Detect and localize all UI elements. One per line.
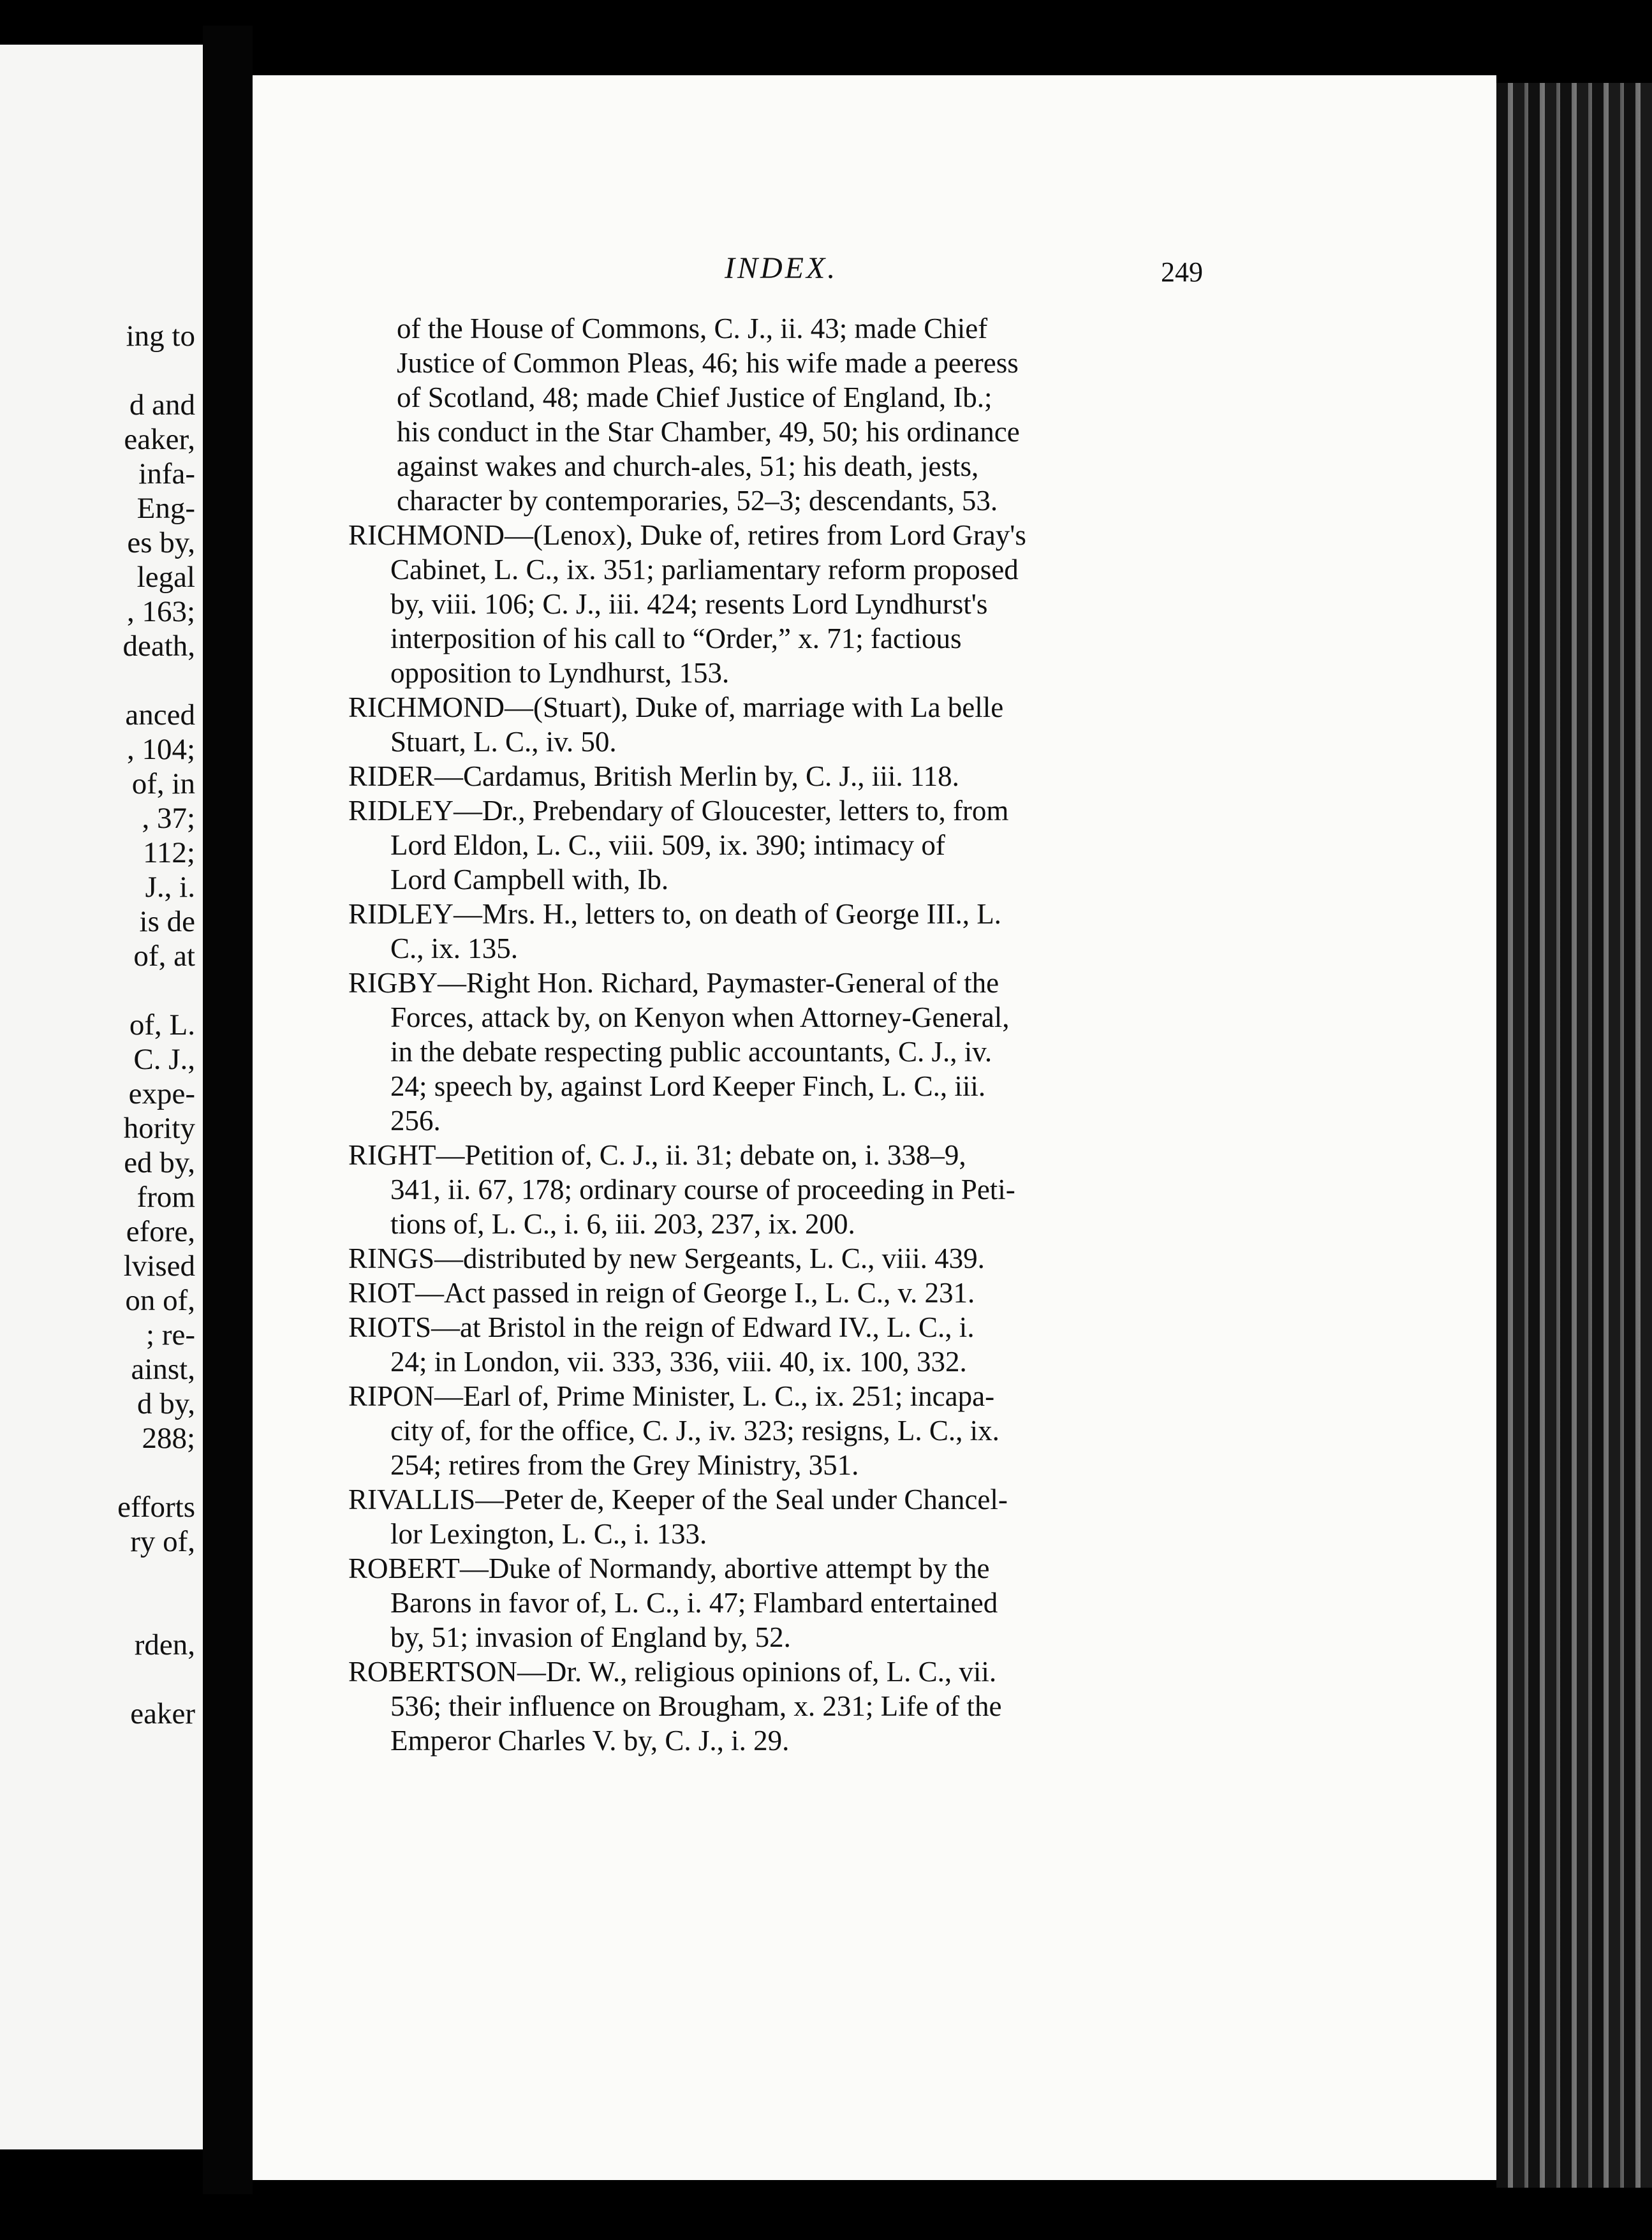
index-entry-line: interposition of his call to “Order,” x. 71; factious [390, 623, 962, 654]
index-entries [348, 311, 1484, 1758]
index-entry-heading-line: RIOT—Act passed in reign of George I., L. C., v. 231. [348, 1277, 975, 1309]
left-page-fragment [4, 1593, 195, 1628]
left-page-fragment: , 37; [142, 802, 195, 835]
index-entry-heading-line: RIVALLIS—Peter de, Keeper of the Seal under Chancel- [348, 1484, 1008, 1515]
left-page-fragment: ainst, [131, 1353, 195, 1386]
index-entry-line: opposition to Lyndhurst, 153. [390, 657, 730, 689]
index-entry-heading-line: RIOTS—at Bristol in the reign of Edward IV., L. C., i. [348, 1311, 975, 1343]
left-page-fragment: eaker [130, 1697, 195, 1730]
index-entry-heading-line: RICHMOND—(Lenox), Duke of, retires from Lord Gray's [348, 519, 1026, 551]
index-entry-heading-line: RINGS—distributed by new Sergeants, L. C., viii. 439. [348, 1242, 985, 1274]
left-page-fragment: expe- [128, 1077, 195, 1110]
index-entry-line: Lord Campbell with, Ib. [390, 864, 669, 895]
left-page-fragment: on of, [125, 1284, 195, 1317]
left-page-fragment: lvised [123, 1249, 195, 1283]
left-page-fragment: J., i. [145, 871, 195, 904]
index-entry-line: against wakes and church-ales, 51; his death, jests, [397, 450, 979, 482]
index-entry-line: 24; speech by, against Lord Keeper Finch, L. C., iii. [390, 1070, 986, 1102]
left-page-fragment: d by, [137, 1387, 195, 1420]
index-page [253, 75, 1496, 2180]
index-entry-heading-line: RIDER—Cardamus, British Merlin by, C. J., iii. 118. [348, 760, 959, 792]
left-page-fragment: ed by, [124, 1146, 195, 1179]
left-page-fragment: hority [123, 1112, 195, 1145]
index-entry-heading-line: ROBERTSON—Dr. W., religious opinions of, L. C., vii. [348, 1656, 997, 1688]
left-page-fragment: efforts [117, 1491, 195, 1524]
index-entry-line: Cabinet, L. C., ix. 351; parliamentary reform proposed [390, 554, 1019, 586]
left-page-fragment: anced [125, 698, 195, 732]
left-page-fragment: , 104; [126, 733, 195, 766]
page-edges [1496, 83, 1652, 2188]
index-entry-line: city of, for the office, C. J., iv. 323; resigns, L. C., ix. [390, 1415, 999, 1447]
index-entry-line: Forces, attack by, on Kenyon when Attorney-General, [390, 1001, 1010, 1033]
index-entry-line: C., ix. 135. [390, 932, 519, 964]
left-page-fragment: infa- [138, 457, 195, 490]
left-page-fragment: rden, [134, 1628, 195, 1662]
index-entry-line: 341, ii. 67, 178; ordinary course of proceeding in Peti- [390, 1174, 1015, 1205]
left-page-fragment: ; re- [146, 1318, 195, 1352]
left-page-fragment: Eng- [136, 492, 195, 525]
left-page-fragment: ing to [126, 320, 195, 353]
left-page-fragment [4, 663, 195, 698]
left-page-fragment: C. J., [133, 1043, 195, 1076]
left-page-fragment: efore, [126, 1215, 195, 1248]
index-entry-heading-line: RIDLEY—Dr., Prebendary of Gloucester, letters to, from [348, 795, 1009, 827]
index-entry-line: Emperor Charles V. by, C. J., i. 29. [390, 1725, 790, 1757]
page-number: 249 [1161, 256, 1203, 288]
running-title: INDEX. [725, 251, 838, 285]
index-entry-heading-line: RIGHT—Petition of, C. J., ii. 31; debate on, i. 338–9, [348, 1139, 966, 1171]
index-entry-line: 254; retires from the Grey Ministry, 351. [390, 1449, 859, 1481]
left-page-fragment: eaker, [124, 423, 195, 456]
left-page-fragment: is de [139, 905, 195, 938]
left-page-fragment: 288; [142, 1422, 195, 1455]
index-entry-line: his conduct in the Star Chamber, 49, 50; his ordinance [397, 416, 1020, 448]
left-page-fragment: ry of, [130, 1525, 195, 1558]
left-page-fragment: death, [122, 630, 195, 663]
left-page-fragment [4, 1455, 195, 1490]
index-entry-line: Barons in favor of, L. C., i. 47; Flambard entertained [390, 1587, 998, 1619]
left-page-text-fragments [4, 319, 195, 1731]
left-page-fragment: d and [129, 388, 195, 422]
index-entry-heading-line: RICHMOND—(Stuart), Duke of, marriage with La belle [348, 691, 1004, 723]
left-page-fragment: legal [136, 561, 195, 594]
left-page-fragment: of, L. [129, 1008, 195, 1042]
index-entry-heading-line: ROBERT—Duke of Normandy, abortive attempt by the [348, 1552, 990, 1584]
left-page-fragment [4, 353, 195, 388]
index-entry-line: tions of, L. C., i. 6, iii. 203, 237, ix. 200. [390, 1208, 855, 1240]
left-page-fragment: , 163; [126, 595, 195, 628]
left-page-fragment [4, 1662, 195, 1697]
page-header [253, 251, 1496, 302]
index-entry-line: 256. [390, 1105, 441, 1137]
index-entry-line: Justice of Common Pleas, 46; his wife made a peeress [397, 347, 1019, 379]
left-page-fragment [4, 1559, 195, 1593]
index-entry-heading-line: RIPON—Earl of, Prime Minister, L. C., ix. 251; incapa- [348, 1380, 995, 1412]
index-entry-line: of Scotland, 48; made Chief Justice of England, Ib.; [397, 381, 992, 413]
index-entry-line: by, viii. 106; C. J., iii. 424; resents Lord Lyndhurst's [390, 588, 988, 620]
index-entry-line: 536; their influence on Brougham, x. 231; Life of the [390, 1690, 1002, 1722]
left-page-fragment [4, 973, 195, 1008]
book-gutter [203, 26, 253, 2194]
index-entry-line: of the House of Commons, C. J., ii. 43; made Chief [397, 313, 988, 344]
left-page-fragment: of, at [133, 939, 195, 973]
index-entry-heading-line: RIGBY—Right Hon. Richard, Paymaster-General of the [348, 967, 999, 999]
left-page-fragment: 112; [143, 836, 195, 869]
index-entry-line: lor Lexington, L. C., i. 133. [390, 1518, 707, 1550]
index-entry-line: character by contemporaries, 52–3; descendants, 53. [397, 485, 998, 517]
left-facing-page [0, 45, 203, 2149]
index-entry-heading-line: RIDLEY—Mrs. H., letters to, on death of George III., L. [348, 898, 1001, 930]
index-entry-line: Lord Eldon, L. C., viii. 509, ix. 390; intimacy of [390, 829, 945, 861]
index-entry-line: in the debate respecting public accountants, C. J., iv. [390, 1036, 992, 1068]
index-entry-line: by, 51; invasion of England by, 52. [390, 1621, 791, 1653]
index-entry-line: 24; in London, vii. 333, 336, viii. 40, ix. 100, 332. [390, 1346, 967, 1378]
left-page-fragment: from [136, 1181, 195, 1214]
left-page-fragment: es by, [127, 526, 195, 559]
index-entry-line: Stuart, L. C., iv. 50. [390, 726, 617, 758]
left-page-fragment: of, in [131, 767, 195, 800]
